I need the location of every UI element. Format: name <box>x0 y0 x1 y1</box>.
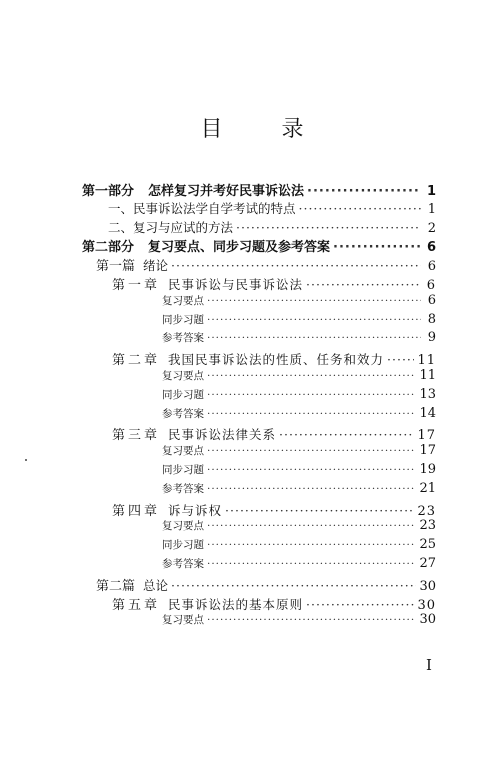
dot-leader <box>333 240 421 255</box>
toc-entry[interactable] <box>162 368 436 383</box>
toc-entry-number: 第二部分 <box>82 240 135 256</box>
toc-entry-label: 参考答案 <box>162 407 204 420</box>
dot-leader <box>207 464 416 476</box>
toc-entry[interactable] <box>82 180 436 199</box>
toc-entry[interactable] <box>108 218 436 236</box>
scan-speck <box>25 459 27 461</box>
toc-entry[interactable] <box>162 518 436 533</box>
toc-entry-label: 参考答案 <box>162 482 204 495</box>
dot-leader <box>306 277 421 292</box>
dot-leader <box>207 314 421 326</box>
toc-entry-label: 二、复习与应试的方法 <box>108 219 234 235</box>
toc-entry-page: 25 <box>419 537 436 553</box>
toc-entry[interactable] <box>162 462 436 477</box>
toc-entry-page: 30 <box>419 612 436 628</box>
dot-leader <box>299 201 421 216</box>
dot-leader <box>225 503 414 518</box>
toc-entry-number: 第一部分 <box>82 184 135 199</box>
toc-entry-label: 我国民事诉讼法的性质、任务和效力 <box>168 352 385 368</box>
toc-entry-page: 1 <box>427 201 436 217</box>
dot-leader <box>207 614 416 626</box>
toc-entry[interactable] <box>162 387 436 402</box>
dot-leader <box>207 558 416 570</box>
toc-entry[interactable] <box>82 236 436 255</box>
toc-entry-number: 第二篇 <box>96 578 136 594</box>
toc-entry-page: 30 <box>419 578 436 594</box>
dot-leader <box>207 539 416 551</box>
toc-entry-page: 23 <box>419 518 436 534</box>
dot-leader <box>171 258 421 273</box>
toc-entry-page: 9 <box>427 330 436 346</box>
dot-leader <box>207 483 416 495</box>
toc-entry-page: 17 <box>419 443 436 459</box>
toc-entry-label: 复习要点 <box>162 370 204 382</box>
toc-entry-number: 第一篇 <box>96 259 136 275</box>
page-number: I <box>426 656 432 674</box>
toc-entry[interactable] <box>112 349 436 368</box>
toc-entry-page: 8 <box>427 311 436 327</box>
toc-entry[interactable] <box>162 293 436 308</box>
toc-entry-page: 23 <box>417 503 436 519</box>
toc-entry-label: 同步习题 <box>162 464 204 476</box>
toc-entry-number: 第一章 <box>112 278 161 293</box>
toc-entry[interactable] <box>162 556 436 571</box>
dot-leader <box>171 578 416 593</box>
toc-entry-page: 1 <box>426 184 436 199</box>
toc-entry[interactable] <box>96 575 436 594</box>
toc-entry-label: 复习要点 <box>162 614 204 627</box>
toc-entry[interactable] <box>162 443 436 458</box>
toc-entry[interactable] <box>162 481 436 496</box>
dot-leader <box>307 184 421 199</box>
toc-entry[interactable] <box>96 255 436 274</box>
dot-leader <box>236 220 421 235</box>
toc-entry-label: 总论 <box>143 577 169 593</box>
dot-leader <box>207 445 416 457</box>
toc-entry[interactable] <box>162 312 436 327</box>
toc-entry[interactable] <box>162 612 436 627</box>
toc-entry[interactable] <box>108 199 436 217</box>
toc-entry[interactable] <box>162 330 436 345</box>
toc-entry-number: 第四章 <box>112 503 161 519</box>
toc-entry-page: 17 <box>417 428 436 444</box>
toc-entry-page: 6 <box>427 259 436 275</box>
toc-entry[interactable] <box>112 424 436 443</box>
toc-entry[interactable] <box>112 274 436 293</box>
toc-entry-label: 民事诉讼与民事诉讼法 <box>168 277 304 292</box>
toc-entry-number: 第五章 <box>112 597 161 613</box>
toc-entry-page: 11 <box>419 368 436 383</box>
dot-leader <box>207 408 416 420</box>
toc-entry[interactable] <box>162 537 436 552</box>
dot-leader <box>207 370 416 382</box>
dot-leader <box>207 332 421 344</box>
toc-entry[interactable] <box>162 406 436 421</box>
toc-entry-page: 13 <box>419 386 436 402</box>
dot-leader <box>387 352 414 367</box>
dot-leader <box>279 427 414 442</box>
toc-entry-page: 6 <box>426 240 436 256</box>
toc-entry-number: 第三章 <box>112 428 161 444</box>
toc-entry[interactable] <box>112 500 436 519</box>
toc-entry-label: 参考答案 <box>162 332 204 345</box>
toc-entry-page: 27 <box>419 556 436 571</box>
toc-entry-page: 6 <box>426 278 436 293</box>
toc-entry[interactable] <box>112 594 436 613</box>
page-title: 目 录 <box>200 117 330 142</box>
toc-entry-label: 民事诉讼法的基本原则 <box>168 596 304 612</box>
toc-entry-page: 30 <box>417 597 436 613</box>
toc-entry-label: 复习要点、同步习题及参考答案 <box>148 240 331 256</box>
toc-entry-label: 复习要点 <box>162 445 204 458</box>
toc-entry-page: 11 <box>417 353 436 369</box>
toc-entry-page: 14 <box>419 405 436 421</box>
toc-entry-label: 怎样复习并考好民事诉讼法 <box>148 184 305 199</box>
dot-leader <box>207 520 416 532</box>
toc-entry-page: 6 <box>427 292 436 308</box>
toc-entry-page: 19 <box>419 462 436 477</box>
dot-leader <box>306 597 414 612</box>
toc-entry-label: 同步习题 <box>162 388 204 401</box>
toc-entry-label: 复习要点 <box>162 520 204 533</box>
dot-leader <box>207 295 421 307</box>
toc-entry-page: 21 <box>419 480 436 496</box>
toc-entry-label: 民事诉讼法律关系 <box>168 427 277 443</box>
toc-entry-label: 诉与诉权 <box>168 502 223 518</box>
dot-leader <box>207 389 416 401</box>
toc-entry-label: 参考答案 <box>162 558 204 570</box>
toc-entry-label: 同步习题 <box>162 539 204 552</box>
toc-entry-page: 2 <box>427 220 436 236</box>
toc-entry-number: 第二章 <box>112 353 161 369</box>
toc-entry-label: 绪论 <box>143 258 169 274</box>
toc-entry-label: 复习要点 <box>162 294 204 307</box>
toc-entry-label: 一、民事诉讼法学自学考试的特点 <box>108 200 296 216</box>
toc-entry-label: 同步习题 <box>162 313 204 326</box>
